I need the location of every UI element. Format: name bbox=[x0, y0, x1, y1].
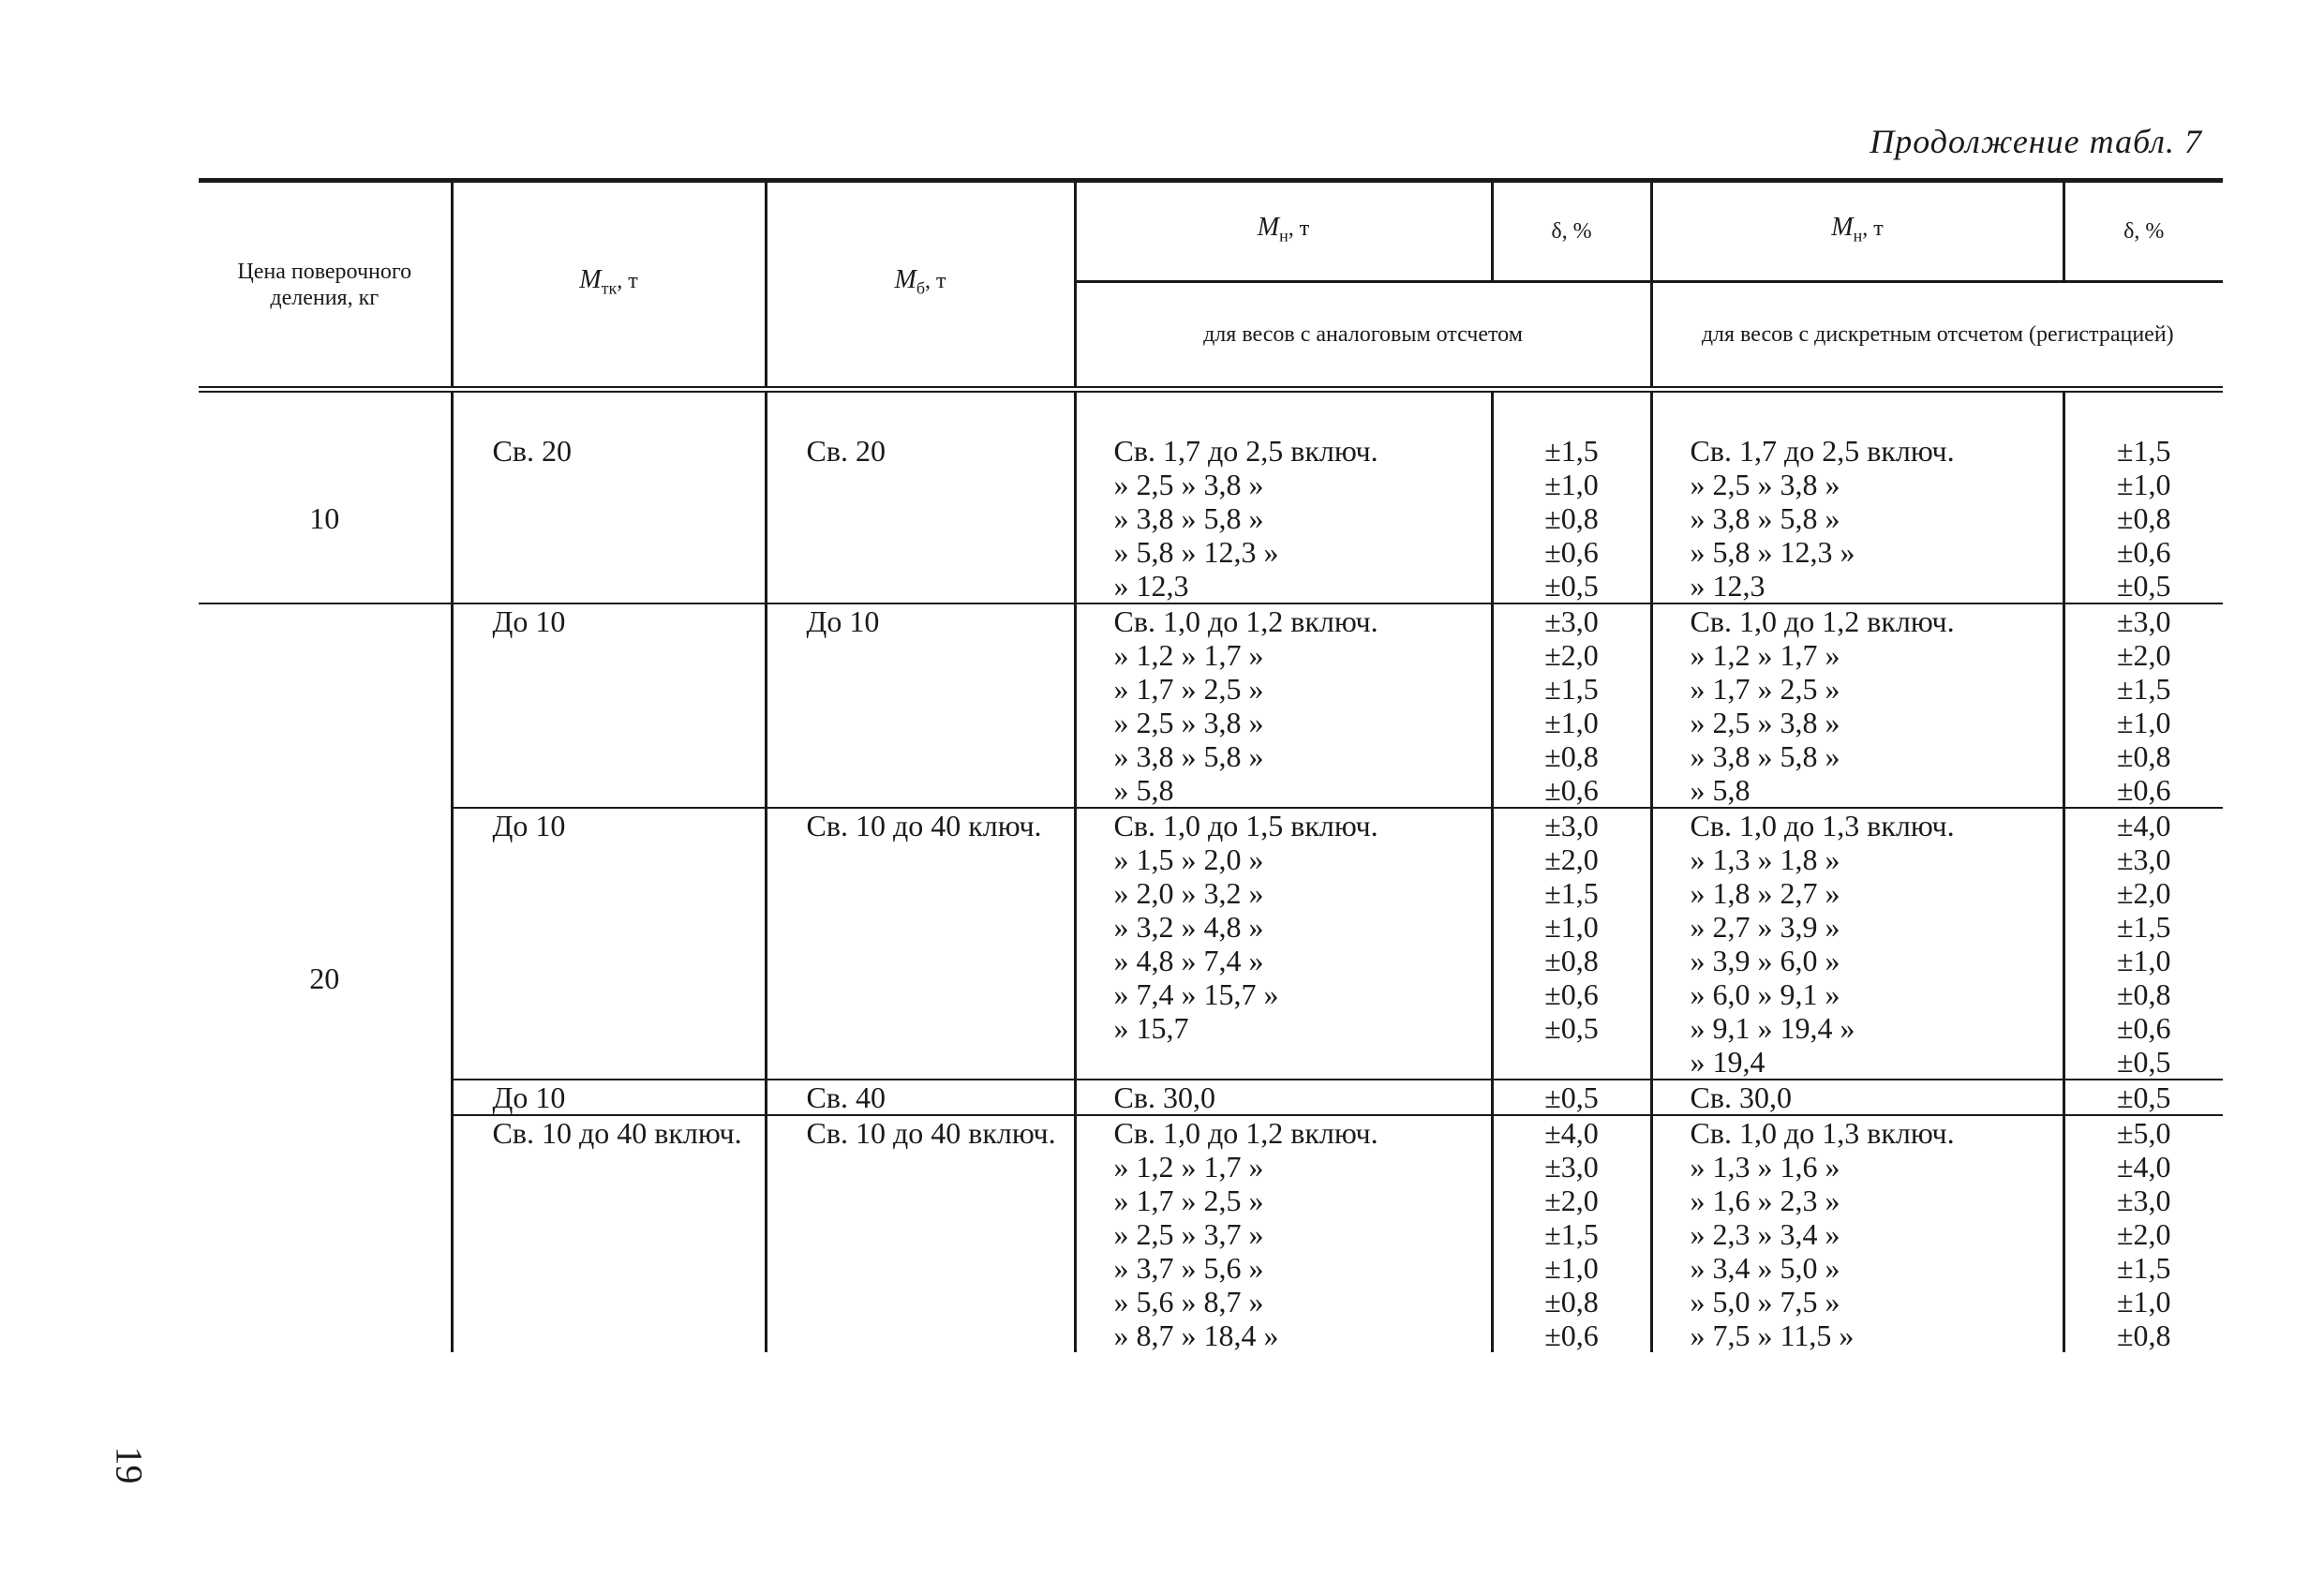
discrete-range-cell-line: » 3,8 » 5,8 » bbox=[1690, 739, 1840, 773]
analog-delta-cell bbox=[1492, 1115, 1651, 1352]
analog-delta-cell-line: ±1,5 bbox=[1544, 1217, 1599, 1251]
mb-cell: Св. 10 до 40 ключ. bbox=[766, 808, 1075, 1080]
discrete-delta-cell-line: ±1,5 bbox=[2116, 910, 2171, 944]
discrete-range-cell-line: » 1,3 » 1,8 » bbox=[1690, 842, 1840, 876]
analog-delta-cell-line: ±0,6 bbox=[1544, 535, 1599, 569]
analog-delta-cell-line: ±2,0 bbox=[1544, 842, 1599, 876]
analog-delta-cell bbox=[1492, 1080, 1651, 1115]
header-mn-analog: $M_н$, т bbox=[1075, 181, 1492, 282]
discrete-delta-cell-line: ±4,0 bbox=[2116, 1150, 2171, 1184]
discrete-range-cell-line: Св. 1,0 до 1,3 включ. bbox=[1690, 1116, 1955, 1150]
discrete-range-cell-line: Св. 30,0 bbox=[1690, 1080, 1792, 1114]
discrete-range-cell-line: » 5,8 bbox=[1690, 773, 1750, 807]
header-mb: $M_б$, т bbox=[766, 181, 1075, 390]
analog-delta-cell-line: ±4,0 bbox=[1544, 1116, 1599, 1150]
discrete-delta-cell bbox=[2063, 1115, 2223, 1352]
analog-delta-cell-line: ±1,0 bbox=[1544, 1251, 1599, 1285]
header-delta-analog: δ, % bbox=[1492, 181, 1651, 282]
discrete-delta-cell-line: ±3,0 bbox=[2116, 1184, 2171, 1217]
discrete-range-cell-line: Св. 1,7 до 2,5 включ. bbox=[1690, 434, 1955, 468]
discrete-range-cell-line: » 1,6 » 2,3 » bbox=[1690, 1184, 1840, 1217]
discrete-range-cell-line: » 3,8 » 5,8 » bbox=[1690, 501, 1840, 535]
analog-range-cell-line: » 1,5 » 2,0 » bbox=[1113, 842, 1264, 876]
discrete-delta-cell bbox=[2063, 603, 2223, 808]
analog-range-cell-line: » 2,0 » 3,2 » bbox=[1113, 876, 1264, 910]
analog-range-cell-line: » 3,7 » 5,6 » bbox=[1113, 1251, 1264, 1285]
analog-delta-cell-line: ±0,6 bbox=[1544, 1318, 1599, 1352]
analog-delta-cell-line: ±1,5 bbox=[1544, 434, 1599, 468]
division-cell: 10 bbox=[199, 390, 452, 604]
discrete-delta-cell-line: ±2,0 bbox=[2116, 876, 2171, 910]
analog-delta-cell-line: ±1,5 bbox=[1544, 876, 1599, 910]
mt-cell: До 10 bbox=[452, 1080, 766, 1115]
discrete-delta-cell-line: ±0,6 bbox=[2116, 1011, 2171, 1045]
discrete-delta-cell-line: ±0,6 bbox=[2116, 773, 2171, 807]
analog-range-cell-line: » 5,8 » 12,3 » bbox=[1113, 535, 1279, 569]
discrete-range-cell-line: » 5,0 » 7,5 » bbox=[1690, 1285, 1840, 1318]
discrete-delta-cell-line: ±0,5 bbox=[2116, 1080, 2171, 1114]
discrete-range-cell-line: » 12,3 bbox=[1690, 569, 1765, 603]
table-row bbox=[199, 808, 2223, 1080]
analog-delta-cell-line: ±1,0 bbox=[1544, 910, 1599, 944]
analog-range-cell-line: » 1,2 » 1,7 » bbox=[1113, 1150, 1264, 1184]
discrete-delta-cell-line: ±2,0 bbox=[2116, 1217, 2171, 1251]
discrete-range-cell-line: Св. 1,0 до 1,3 включ. bbox=[1690, 809, 1955, 842]
discrete-delta-cell-line: ±1,0 bbox=[2116, 706, 2171, 739]
analog-range-cell-line: » 5,6 » 8,7 » bbox=[1113, 1285, 1264, 1318]
analog-delta-cell-line: ±2,0 bbox=[1544, 638, 1599, 672]
analog-range-cell-line: » 4,8 » 7,4 » bbox=[1113, 944, 1264, 977]
analog-delta-cell-line: ±1,0 bbox=[1544, 468, 1599, 501]
mt-cell: До 10 bbox=[452, 808, 766, 1080]
table-row bbox=[199, 1080, 2223, 1115]
analog-range-cell-line: Св. 1,0 до 1,2 включ. bbox=[1113, 1116, 1378, 1150]
discrete-delta-cell-line: ±0,8 bbox=[2116, 1318, 2171, 1352]
discrete-range-cell bbox=[1651, 808, 2063, 1080]
discrete-range-cell bbox=[1651, 603, 2063, 808]
analog-range-cell-line: » 8,7 » 18,4 » bbox=[1113, 1318, 1279, 1352]
discrete-delta-cell-line: ±1,0 bbox=[2116, 944, 2171, 977]
discrete-range-cell bbox=[1651, 1080, 2063, 1115]
discrete-delta-cell-line: ±3,0 bbox=[2116, 604, 2171, 638]
analog-range-cell bbox=[1075, 1080, 1492, 1115]
mb-cell: Св. 40 bbox=[766, 1080, 1075, 1115]
analog-range-cell-line: Св. 1,0 до 1,2 включ. bbox=[1113, 604, 1378, 638]
table-row bbox=[199, 390, 2223, 604]
discrete-range-cell bbox=[1651, 390, 2063, 604]
discrete-delta-cell-line: ±1,0 bbox=[2116, 468, 2171, 501]
analog-range-cell-line: Св. 1,0 до 1,5 включ. bbox=[1113, 809, 1378, 842]
analog-range-cell-line: » 3,8 » 5,8 » bbox=[1113, 501, 1264, 535]
analog-delta-cell-line: ±0,8 bbox=[1544, 944, 1599, 977]
analog-delta-cell-line: ±0,8 bbox=[1544, 739, 1599, 773]
discrete-delta-cell-line: ±0,8 bbox=[2116, 977, 2171, 1011]
tolerance-table bbox=[199, 178, 2223, 1352]
discrete-delta-cell-line: ±1,5 bbox=[2116, 434, 2171, 468]
discrete-delta-cell bbox=[2063, 390, 2223, 604]
analog-range-cell-line: » 1,7 » 2,5 » bbox=[1113, 672, 1264, 706]
analog-delta-cell-line: ±1,5 bbox=[1544, 672, 1599, 706]
discrete-delta-cell-line: ±1,5 bbox=[2116, 1251, 2171, 1285]
discrete-delta-cell-line: ±0,8 bbox=[2116, 739, 2171, 773]
analog-range-cell-line: » 2,5 » 3,7 » bbox=[1113, 1217, 1264, 1251]
analog-range-cell bbox=[1075, 1115, 1492, 1352]
discrete-range-cell-line: » 7,5 » 11,5 » bbox=[1690, 1318, 1855, 1352]
table-row bbox=[199, 1115, 2223, 1352]
discrete-range-cell-line: » 2,5 » 3,8 » bbox=[1690, 468, 1840, 501]
discrete-delta-cell bbox=[2063, 808, 2223, 1080]
header-mn-discrete: $M_н$, т bbox=[1651, 181, 2063, 282]
discrete-delta-cell-line: ±1,0 bbox=[2116, 1285, 2171, 1318]
mb-cell: До 10 bbox=[766, 603, 1075, 808]
mt-cell: До 10 bbox=[452, 603, 766, 808]
discrete-delta-cell bbox=[2063, 1080, 2223, 1115]
discrete-range-cell-line: » 6,0 » 9,1 » bbox=[1690, 977, 1840, 1011]
header-delta-discrete: δ, % bbox=[2063, 181, 2223, 282]
header-division: Цена поверочного деления, кг bbox=[199, 181, 452, 390]
analog-delta-cell-line: ±0,5 bbox=[1544, 1011, 1599, 1045]
analog-delta-cell-line: ±0,5 bbox=[1544, 1080, 1599, 1114]
header-analog-group: для весов с аналоговым отсчетом bbox=[1075, 282, 1651, 390]
analog-delta-cell bbox=[1492, 808, 1651, 1080]
analog-range-cell-line: » 7,4 » 15,7 » bbox=[1113, 977, 1279, 1011]
analog-delta-cell-line: ±0,8 bbox=[1544, 1285, 1599, 1318]
discrete-delta-cell-line: ±0,5 bbox=[2116, 569, 2171, 603]
discrete-delta-cell-line: ±0,8 bbox=[2116, 501, 2171, 535]
discrete-delta-cell-line: ±3,0 bbox=[2116, 842, 2171, 876]
discrete-range-cell-line: » 1,3 » 1,6 » bbox=[1690, 1150, 1840, 1184]
analog-delta-cell-line: ±2,0 bbox=[1544, 1184, 1599, 1217]
discrete-delta-cell-line: ±1,5 bbox=[2116, 672, 2171, 706]
discrete-range-cell-line: » 5,8 » 12,3 » bbox=[1690, 535, 1855, 569]
analog-delta-cell-line: ±0,8 bbox=[1544, 501, 1599, 535]
discrete-range-cell-line: » 3,4 » 5,0 » bbox=[1690, 1251, 1840, 1285]
discrete-delta-cell-line: ±0,6 bbox=[2116, 535, 2171, 569]
analog-range-cell-line: Св. 1,7 до 2,5 включ. bbox=[1113, 434, 1378, 468]
discrete-range-cell-line: » 1,7 » 2,5 » bbox=[1690, 672, 1840, 706]
discrete-delta-cell-line: ±4,0 bbox=[2116, 809, 2171, 842]
analog-range-cell-line: » 3,2 » 4,8 » bbox=[1113, 910, 1264, 944]
page-number: 19 bbox=[108, 1446, 151, 1484]
discrete-range-cell-line: » 2,7 » 3,9 » bbox=[1690, 910, 1840, 944]
table-caption: Продолжение табл. 7 bbox=[1870, 123, 2202, 160]
analog-delta-cell-line: ±3,0 bbox=[1544, 809, 1599, 842]
discrete-range-cell-line: » 3,9 » 6,0 » bbox=[1690, 944, 1840, 977]
analog-delta-cell bbox=[1492, 603, 1651, 808]
analog-delta-cell-line: ±0,6 bbox=[1544, 977, 1599, 1011]
discrete-range-cell-line: » 19,4 bbox=[1690, 1045, 1765, 1079]
mb-cell: Св. 10 до 40 включ. bbox=[766, 1115, 1075, 1352]
header-mt: $M_{тк}$, т bbox=[452, 181, 766, 390]
analog-delta-cell-line: ±1,0 bbox=[1544, 706, 1599, 739]
analog-range-cell-line: » 12,3 bbox=[1113, 569, 1189, 603]
analog-delta-cell-line: ±3,0 bbox=[1544, 1150, 1599, 1184]
mt-cell: Св. 20 bbox=[452, 390, 766, 604]
analog-range-cell-line: » 2,5 » 3,8 » bbox=[1113, 706, 1264, 739]
analog-range-cell-line: » 1,7 » 2,5 » bbox=[1113, 1184, 1264, 1217]
analog-range-cell-line: » 2,5 » 3,8 » bbox=[1113, 468, 1264, 501]
division-cell: 20 bbox=[199, 603, 452, 1352]
analog-range-cell-line: » 1,2 » 1,7 » bbox=[1113, 638, 1264, 672]
discrete-delta-cell-line: ±2,0 bbox=[2116, 638, 2171, 672]
analog-range-cell-line: » 3,8 » 5,8 » bbox=[1113, 739, 1264, 773]
discrete-range-cell-line: Св. 1,0 до 1,2 включ. bbox=[1690, 604, 1955, 638]
discrete-delta-cell-line: ±5,0 bbox=[2116, 1116, 2171, 1150]
analog-range-cell-line: Св. 30,0 bbox=[1113, 1080, 1215, 1114]
analog-delta-cell-line: ±3,0 bbox=[1544, 604, 1599, 638]
discrete-range-cell-line: » 2,3 » 3,4 » bbox=[1690, 1217, 1840, 1251]
discrete-range-cell-line: » 1,8 » 2,7 » bbox=[1690, 876, 1840, 910]
header-discrete-group: для весов с дискретным отсчетом (регистрацией) bbox=[1651, 282, 2223, 390]
analog-range-cell bbox=[1075, 390, 1492, 604]
discrete-delta-cell-line: ±0,5 bbox=[2116, 1045, 2171, 1079]
discrete-range-cell bbox=[1651, 1115, 2063, 1352]
analog-range-cell bbox=[1075, 603, 1492, 808]
analog-range-cell-line: » 15,7 bbox=[1113, 1011, 1189, 1045]
discrete-range-cell-line: » 2,5 » 3,8 » bbox=[1690, 706, 1840, 739]
discrete-range-cell-line: » 1,2 » 1,7 » bbox=[1690, 638, 1840, 672]
analog-delta-cell-line: ±0,5 bbox=[1544, 569, 1599, 603]
mb-cell: Св. 20 bbox=[766, 390, 1075, 604]
table-row bbox=[199, 603, 2223, 808]
analog-range-cell bbox=[1075, 808, 1492, 1080]
analog-delta-cell bbox=[1492, 390, 1651, 604]
discrete-range-cell-line: » 9,1 » 19,4 » bbox=[1690, 1011, 1855, 1045]
analog-range-cell-line: » 5,8 bbox=[1113, 773, 1174, 807]
mt-cell: Св. 10 до 40 включ. bbox=[452, 1115, 766, 1352]
analog-delta-cell-line: ±0,6 bbox=[1544, 773, 1599, 807]
